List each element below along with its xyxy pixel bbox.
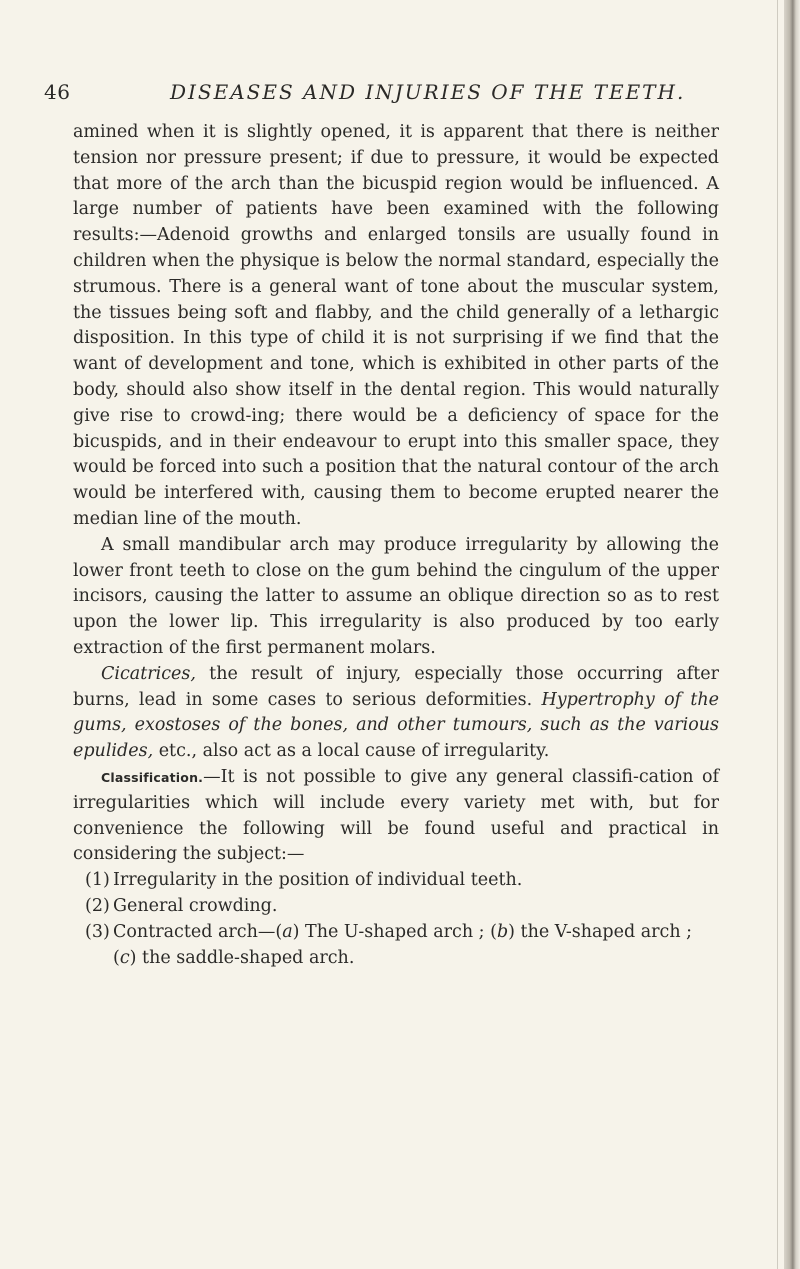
hypertrophy-text: etc., also act as a local cause of irregularity.	[153, 741, 550, 762]
list-letter: a	[282, 921, 293, 942]
list-text: Contracted arch—(	[113, 921, 283, 942]
book-page-edge	[784, 0, 800, 1269]
list-text: ) the V-shaped arch ; (	[113, 921, 693, 968]
list-text: ) The U-shaped arch ; (	[292, 921, 497, 942]
page-header	[44, 80, 744, 110]
paragraph-mandibular-arch: A small mandibular arch may produce irregularity by allowing the lower front teeth to close on the gum behind the cingulum of the upper incisors, causing the latter to assume an oblique direction so as to rest upon the lower lip. This irregularity is also produced by too early extraction of the first permanent molars.	[73, 534, 719, 658]
list-text: General crowding.	[113, 895, 278, 916]
body-text	[73, 120, 719, 971]
term-cicatrices: Cicatrices,	[101, 663, 196, 684]
classification-text: —It is not possible to give any general classifi-cation of irregularities which will include every variety met with, but for convenience the following will be found useful and practical in considering the subject:—	[73, 766, 719, 865]
list-item	[73, 894, 719, 920]
running-title: DISEASES AND INJURIES OF THE TEETH.	[170, 80, 686, 104]
list-number: (2)	[85, 895, 110, 916]
list-text: Irregularity in the position of individual teeth.	[113, 870, 523, 891]
classification-heading: Classification.	[101, 769, 204, 785]
paragraph-cicatrices	[73, 662, 719, 765]
term-hypertrophy: Hypertrophy of the gums, exostoses of the bones, and other tumours, such as the various epulides,	[73, 689, 719, 762]
paragraph-classification	[73, 765, 719, 868]
list-letter: b	[496, 921, 509, 942]
page-number: 46	[44, 80, 71, 104]
classification-list	[73, 868, 719, 971]
list-number: (3)	[85, 921, 110, 942]
list-number: (1)	[85, 870, 110, 891]
list-letter: c	[119, 947, 130, 968]
cicatrices-text: the result of injury, especially those occurring after burns, lead in some cases to serious deformities.	[73, 663, 719, 710]
page-edge-shadow	[777, 0, 778, 1269]
list-item	[73, 868, 719, 894]
paragraph-continuation: amined when it is slightly opened, it is apparent that there is neither tension nor pressure present; if due to pressure, it would be expected that more of the arch than the bicuspid region would be influenced. A large number of patients have been examined with the following results:—Adenoid growths and enlarged tonsils are usually found in children when the physique is below the normal standard, especially the strumous. There is a general want of tone about the muscular system, the tissues being soft and flabby, and the child generally of a lethargic disposition. In this type of child it is not surprising if we find that the want of development and tone, which is exhibited in other parts of the body, should also show itself in the dental region. This would naturally give rise to crowd-ing; there would be a deficiency of space for the bicuspids, and in their endeavour to erupt into this smaller space, they would be forced into such a position that the natural contour of the arch would be interfered with, causing them to become erupted nearer the median line of the mouth.	[73, 122, 719, 529]
list-text: ) the saddle-shaped arch.	[129, 947, 355, 968]
list-item	[73, 920, 719, 972]
